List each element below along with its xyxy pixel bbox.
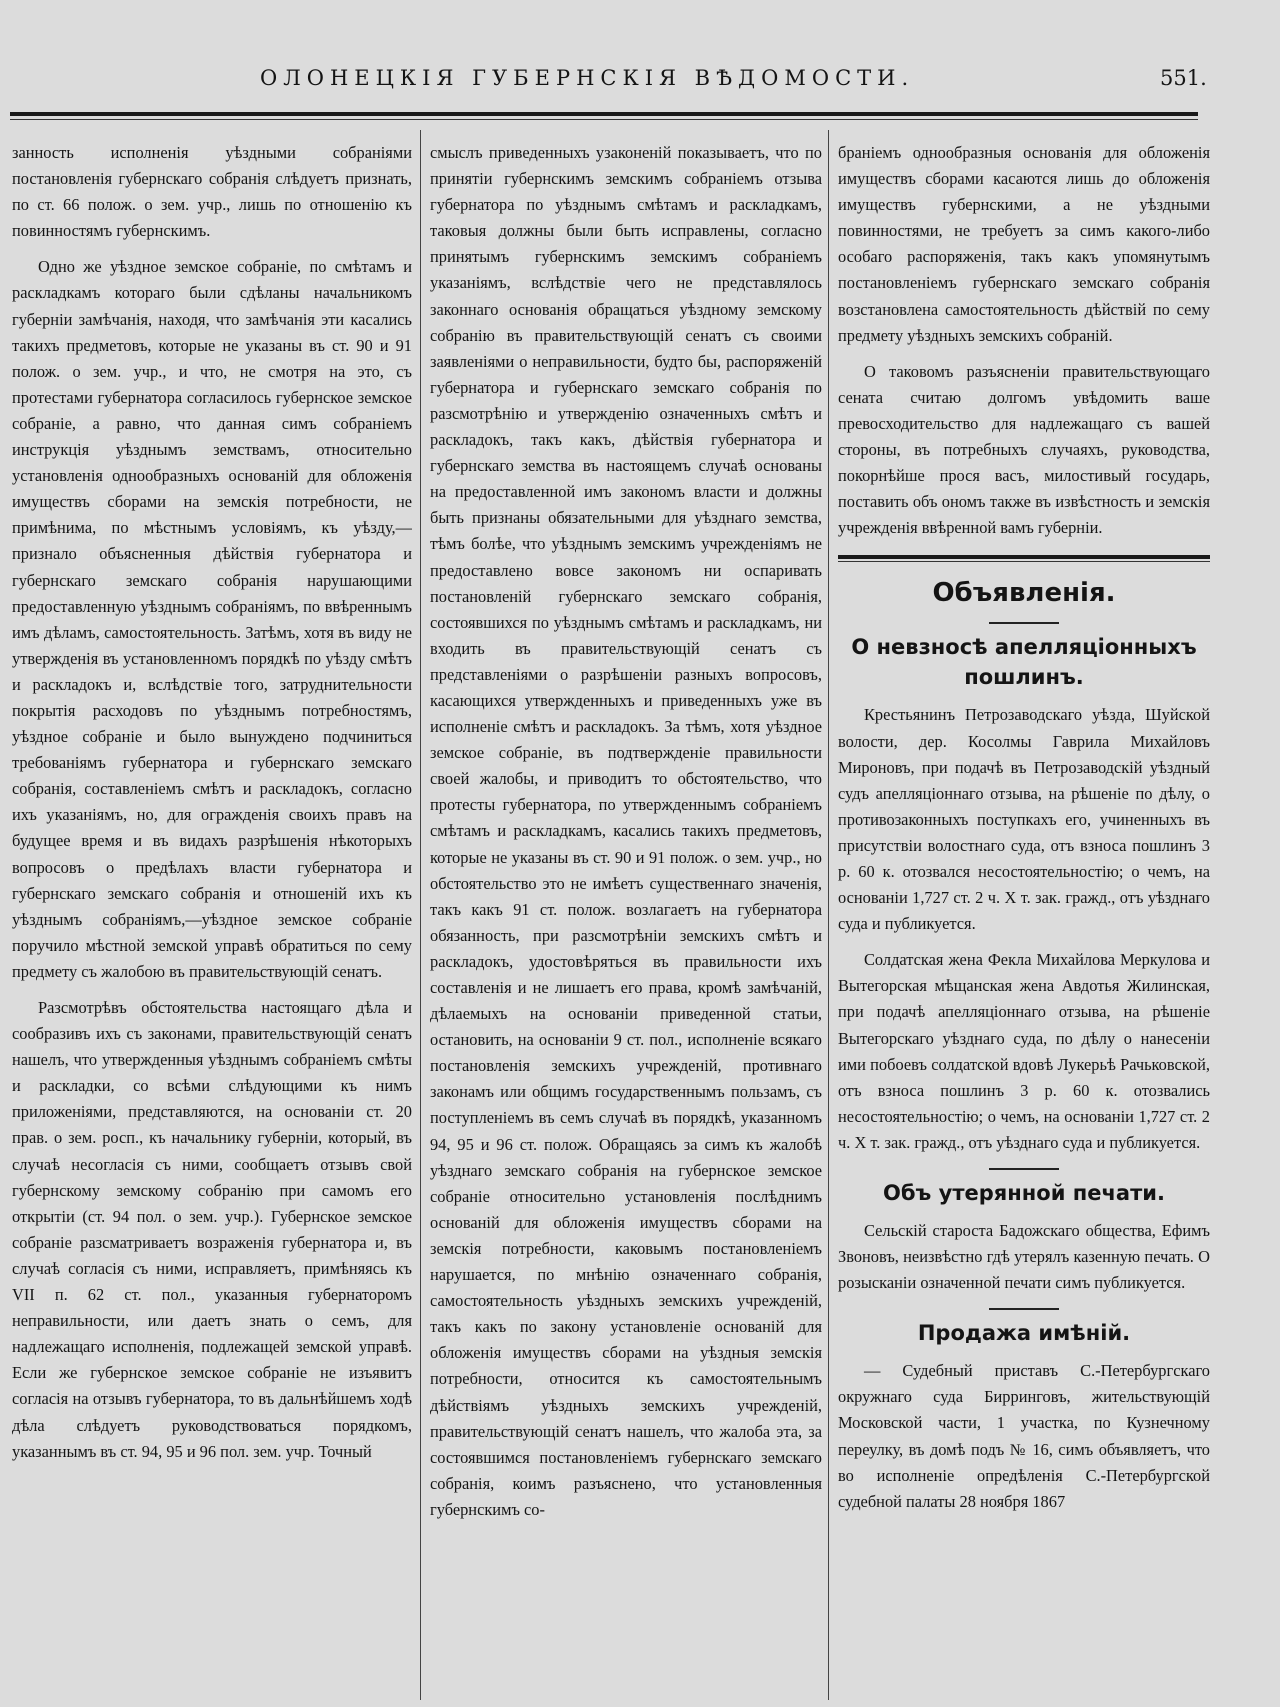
column-2 xyxy=(430,140,822,1695)
paragraph: Крестьянинъ Петрозаводскаго уѣзда, Шуйской волости, дер. Косолмы Гаврила Михайловъ Мироновъ, при подачѣ въ Петрозаводскій уѣздный судъ апелляціоннаго отзыва, на рѣшеніе по дѣлу, о противозаконныхъ поступкахъ его, учиненныхъ въ присутствіи волостнаго суда, отъ взноса пошлинъ 3 р. 60 к. отозвался несостоятельностію; о чемъ, на основаніи 1,727 ст. 2 ч. X т. зак. гражд., отъ уѣзднаго суда и публикуется. xyxy=(838,705,1210,934)
newspaper-title: ОЛОНЕЦКІЯ ГУБЕРНСКІЯ ВѢДОМОСТИ. xyxy=(260,66,915,90)
short-rule xyxy=(989,622,1059,624)
column-divider xyxy=(420,130,421,1700)
paragraph: Солдатская жена Фекла Михайлова Меркулова и Вытегорская мѣщанская жена Авдотья Жилинская, при подачѣ апелляціоннаго отзыва, на рѣшеніе Вытегорскаго уѣзднаго суда, по дѣлу о нанесеніи ими побоевъ солдатской вдовѣ Лукерьѣ Рачьковской, отъ взноса пошлинъ 3 р. 60 к. отозвались несостоятельностію; о чемъ, на основаніи 1,727 ст. 2 ч. X т. зак. гражд., отъ уѣзднаго суда и публикуется. xyxy=(838,950,1210,1152)
paragraph: браніемъ однообразныя основанія для обложенія имуществъ сборами касаются лишь до обложенія имуществъ губернскими, а не уѣздными повинностями, не требуетъ за симъ какого-либо особаго распоряженія, такъ какъ упомянутымъ постановленіемъ губернскаго земскаго собранія возстановлена самостоятельность дѣйствій по сему предмету уѣздныхъ земскихъ собраній. xyxy=(838,143,1210,345)
column-3 xyxy=(838,140,1210,1695)
page-number: 551. xyxy=(1160,66,1207,90)
column-1 xyxy=(12,140,412,1695)
section-rule xyxy=(838,555,1210,559)
header-rule xyxy=(10,112,1198,116)
page-header xyxy=(0,60,1280,100)
announcements-heading: Объявленія. xyxy=(932,578,1116,609)
paragraph: — Судебный приставъ С.-Петербургскаго окружнаго суда Бирринговъ, жительствующій Московской части, 1 участка, по Кузнечному переулку, въ домѣ подъ № 16, симъ объявляетъ, что во исполненіе опредѣленія С.-Петербургской судебной палаты 28 ноября 1867 xyxy=(838,1361,1210,1511)
section-heading-appeal-fees: О невзносѣ апелляціонныхъ пошлинъ. xyxy=(851,635,1197,690)
section-rule-thin xyxy=(838,561,1210,562)
short-rule xyxy=(989,1308,1059,1310)
paragraph: О таковомъ разъясненіи правительствующаго сената считаю долгомъ увѣдомить ваше превосходительство для надлежащаго съ вашей стороны, въ потребныхъ случаяхъ, руководства, покорнѣйше прося васъ, милостивый государь, поставить объ ономъ также въ извѣстность и земскія учрежденія ввѣренной вамъ губерніи. xyxy=(838,361,1210,538)
paragraph: занность исполненія уѣздными собраніями постановленія губернскаго собранія слѣдуетъ признать, по ст. 66 полож. о зем. учр., лишь по отношенію къ повинностямъ губернскимъ. xyxy=(12,143,412,241)
paragraph: Сельскій староста Бадожскаго общества, Ефимъ Звоновъ, неизвѣстно гдѣ утерялъ казенную печать. О розысканіи означенной печати симъ публикуется. xyxy=(838,1221,1210,1293)
paragraph: смыслъ приведенныхъ узаконеній показываетъ, что по принятіи губернскимъ земскимъ собраніемъ отзыва губернатора по уѣзднымъ смѣтамъ и раскладкамъ, таковыя должны были быть исправлены, согласно принятымъ губернскимъ земскимъ собраніемъ указаніямъ, вслѣдствіе чего не представлялось законнаго основанія обращаться уѣздному земскому собранію въ правительствующій сенатъ съ своими заявленіями о неправильности, будто бы, распоряженій губернатора и губернскаго земскаго собранія по разсмотрѣнію и утвержденію означенныхъ смѣтъ и раскладокъ, такъ какъ, дѣйствія губернатора и губернскаго земства въ настоящемъ случаѣ основаны на предоставленной имъ закономъ власти и должны быть признаны обязательными для уѣзднаго земства, тѣмъ болѣе, что уѣзднымъ земскимъ учрежденіямъ не предоставлено вовсе закономъ ни оспаривать постановленій губернскаго земскаго собранія, состоявшихся по уѣзднымъ смѣтамъ и раскладкамъ, ни входить въ правительствующій сенатъ съ представленіями о разрѣшеніи разныхъ вопросовъ, касающихся утвержденныхъ и приведенныхъ уже въ исполненіе смѣтъ и раскладокъ. За тѣмъ, хотя уѣздное земское собраніе, въ подтвержденіе правильности своей жалобы, и приводитъ то обстоятельство, что протесты губернатора, по утвержденнымъ собраніемъ смѣтамъ и раскладкамъ, касались такихъ предметовъ, которые не указаны въ ст. 90 и 91 полож. о зем. учр., но обстоятельство это не имѣетъ существеннаго значенія, такъ какъ 91 ст. полож. возлагаетъ на губернатора обязанность, при разсмотрѣніи земскихъ смѣтъ и раскладокъ, удостовѣряться въ правильности ихъ составленія и не лишаетъ его права, кромѣ замѣчаній, дѣлаемыхъ на основаніи приведенной статьи, остановить, на основаніи 9 ст. пол., исполненіе всякаго постановленія земскихъ учрежденій, противнаго законамъ или общимъ государственнымъ пользамъ, съ поступленіемъ въ семъ случаѣ въ порядкѣ, указанномъ 94, 95 и 96 ст. полож. Обращаясь за симъ къ жалобѣ уѣзднаго земскаго собранія на губернское земское собраніе относительно установленія послѣднимъ основаній для обложенія имуществъ сборами на земскія потребности, каковымъ постановленіемъ нарушается, по мнѣнію означеннаго собранія, самостоятельность уѣздныхъ земскихъ учрежденій, такъ какъ по закону установленіе основаній для обложенія имуществъ сборами на уѣздныя земскія потребности, относится къ самостоятельнымъ дѣйствіямъ уѣздныхъ земскихъ учрежденій, правительствующій сенатъ нашелъ, что жалоба эта, за состоявшимся постановленіемъ губернскаго земскаго собранія, коимъ разъяснено, что установленныя губернскимъ со- xyxy=(430,143,822,1519)
paragraph: Разсмотрѣвъ обстоятельства настоящаго дѣла и сообразивъ ихъ съ законами, правительствующій сенатъ нашелъ, что утвержденныя уѣзднымъ собраніемъ смѣты и раскладки, со всѣми слѣдующими къ нимъ приложеніями, представляются, на основаніи ст. 20 прав. о зем. росп., къ начальнику губерніи, который, въ случаѣ несогласія съ ними, сообщаетъ отзывъ свой губернскому земскому собранію при самомъ его открытіи (ст. 94 пол. о зем. учр.). Губернское земское собраніе разсматриваетъ возраженія губернатора и, въ случаѣ согласія съ ними, исправляетъ, примѣняясь къ VII п. 62 ст. пол., указанныя губернаторомъ неправильности, или даетъ знать о семъ, для надлежащаго исполненія, подлежащей земской управѣ. Если же губернское земское собраніе не изъявитъ согласія на отзывъ губернатора, то въ дальнѣйшемъ ходѣ дѣла слѣдуетъ руководствоваться порядкомъ, указаннымъ въ ст. 94, 95 и 96 пол. зем. учр. Точный xyxy=(12,998,412,1461)
section-heading-estate-sale: Продажа имѣній. xyxy=(917,1321,1131,1346)
short-rule xyxy=(989,1168,1059,1170)
paragraph: Одно же уѣздное земское собраніе, по смѣтамъ и раскладкамъ котораго были сдѣланы начальникомъ губерніи замѣчанія, находя, что замѣчанія эти касались такихъ предметовъ, которые не указаны въ ст. 90 и 91 полож. о зем. учр., и что, не смотря на это, съ протестами губернатора согласилось губернское земское собраніе, а равно, что данная симъ собраніемъ инструкція уѣзднымъ земствамъ, относительно установленія однообразныхъ основаній для обложенія имуществъ сборами на земскія потребности, не примѣнима, по мѣстнымъ условіямъ, къ уѣзду,—признало объясненныя дѣйствія губернатора и губернскаго земскаго собранія нарушающими предоставленную уѣзднымъ собраніямъ, по ввѣреннымъ имъ дѣламъ, самостоятельность. Затѣмъ, хотя въ виду не утвержденія въ установленномъ порядкѣ по уѣзду смѣтъ и раскладокъ и, вслѣдствіе того, затруднительности покрытія расходовъ по уѣзднымъ потребностямъ, уѣздное собраніе и было вынуждено подчиниться требованіямъ губернатора и губернскаго земскаго собранія, составленіемъ смѣтъ и раскладокъ, согласно ихъ указаніямъ, но, для огражденія своихъ правъ на будущее время и въ видахъ разрѣшенія нѣкоторыхъ вопросовъ о предѣлахъ власти губернатора и губернскаго земскаго собранія и отношеній ихъ къ уѣзднымъ собраніямъ,—уѣздное земское собраніе поручило мѣстной земской управѣ обратиться по сему предмету съ жалобою въ правительствующій сенатъ. xyxy=(12,257,412,981)
column-divider xyxy=(828,130,829,1700)
section-heading-lost-seal: Объ утерянной печати. xyxy=(883,1181,1165,1205)
header-rule-thin xyxy=(10,119,1198,120)
